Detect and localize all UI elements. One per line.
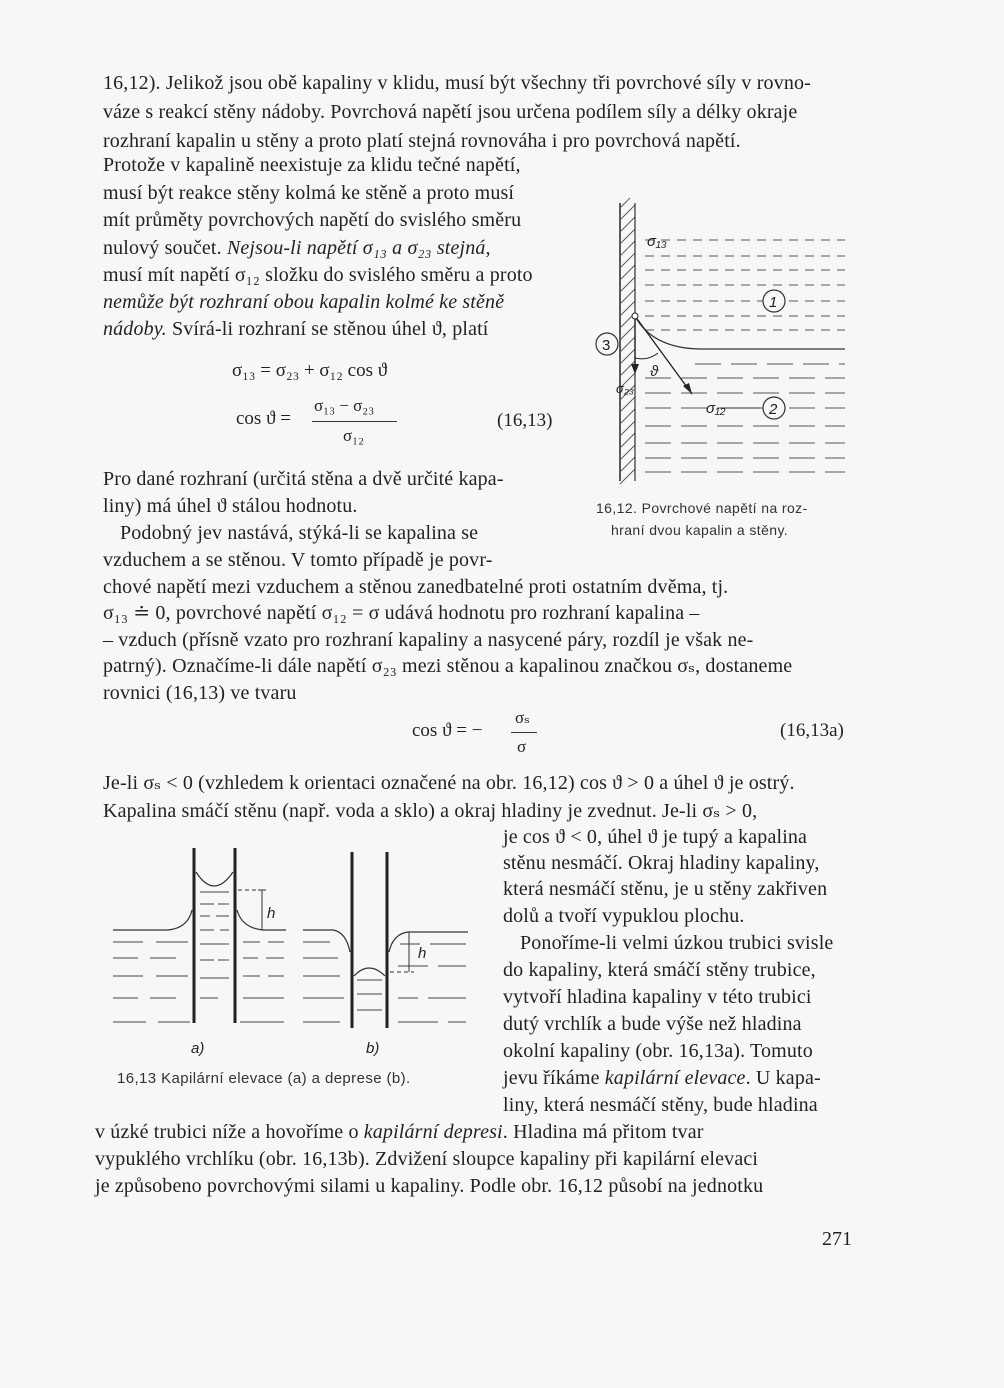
equation-tag: (16,13) [497,410,553,431]
text-run: v úzké trubici níže a hovoříme o [95,1121,364,1143]
height-label-b: h [418,945,427,962]
equation-tag: (16,13a) [780,720,844,741]
text-line: chové napětí mezi vzduchem a stěnou zanedbatelné proti ostatním dvěma, tj. [103,576,729,598]
text-line: rozhraní kapalin u stěny a proto platí stejná rovnováha i pro povrchová napětí. [103,130,741,152]
text-line: patrný). Označíme-li dále napětí σ₂₃ mezi stěnou a kapalinou značkou σₛ, dostaneme [103,655,793,677]
text-line: vzduchem a se stěnou. V tomto případě je povr- [103,549,493,571]
height-label-a: h [267,905,276,922]
text-line [503,1065,821,1091]
figure-caption: 16,12. Povrchové napětí na roz- [596,500,808,516]
text-line: mít průměty povrchových napětí do svislého směru [103,209,522,231]
equation-2-denominator: σ₁₂ [343,426,365,445]
region-2-label: 2 [769,401,778,418]
subfigure-b-label: b) [366,1040,380,1057]
italic-run: kapilární elevace [604,1067,746,1089]
text-line: stěnu nesmáčí. Okraj hladiny kapaliny, [503,852,820,874]
sigma-23-label: σ₂₃ [616,381,634,396]
text-run: . U kapa- [745,1067,821,1089]
text-line: Podobný jev nastává, stýká-li se kapalina se [120,522,479,544]
fraction-line [312,421,397,422]
text-line: která nesmáčí stěnu, je u stěny zakřiven [503,878,828,900]
equation-3-lhs: cos ϑ = − [412,720,483,741]
text-line: Je-li σₛ < 0 (vzhledem k orientaci označené na obr. 16,12) cos ϑ > 0 a úhel ϑ je ostrý. [103,772,795,794]
text-run: nulový součet. [103,237,227,259]
figure-16-12 [590,198,860,488]
sigma-12-label: σ₁₂ [706,400,726,417]
equation-3-denominator: σ [517,737,527,756]
text-line: rovnici (16,13) ve tvaru [103,682,297,704]
figure-caption: 16,13 Kapilární elevace (a) a deprese (b). [117,1070,411,1087]
page-number: 271 [822,1228,852,1250]
region-3-label: 3 [602,337,611,354]
fraction-line [511,732,537,733]
text-line: vytvoří hladina kapaliny v této trubici [503,986,812,1008]
text-line: Protože v kapalině neexistuje za klidu tečné napětí, [103,154,521,176]
text-line: Kapalina smáčí stěnu (např. voda a sklo) a okraj hladiny je zvednut. Je-li σₛ > 0, [103,800,758,822]
italic-run: kapilární depresi [363,1121,503,1143]
text-line [103,235,491,261]
text-line: okolní kapaliny (obr. 16,13a). Tomuto [503,1040,813,1062]
text-line: do kapaliny, která smáčí stěny trubice, [503,959,816,981]
equation-2-lhs: cos ϑ = [236,408,291,429]
text-line [95,1119,704,1145]
text-run: jevu říkáme [503,1067,605,1089]
text-line: σ₁₃ ≐ 0, povrchové napětí σ₁₂ = σ udává hodnotu pro rozhraní kapalina – [103,602,700,624]
text-line: je způsobeno povrchovými silami u kapaliny. Podle obr. 16,12 působí na jednotku [95,1175,764,1197]
text-line: vypuklého vrchlíku (obr. 16,13b). Zdvižení sloupce kapaliny při kapilární elevaci [95,1148,759,1170]
subfigure-a-label: a) [191,1040,205,1057]
region-1-label: 1 [769,294,778,311]
text-line: Ponoříme-li velmi úzkou trubici svisle [520,932,834,954]
text-line: liny, která nesmáčí stěny, bude hladina [503,1094,818,1116]
figure-16-13 [108,848,480,1058]
text-line: musí mít napětí σ₁₂ složku do svislého směru a proto [103,264,533,286]
text-line: je cos ϑ < 0, úhel ϑ je tupý a kapalina [503,826,808,848]
equation-1: σ₁₃ = σ₂₃ + σ₁₂ cos ϑ [232,360,388,381]
text-line: musí být reakce stěny kolmá ke stěně a proto musí [103,182,515,204]
equation-3-numerator: σₛ [515,708,530,727]
sigma-13-label: σ₁₃ [647,233,667,250]
italic-run: nádoby. [103,318,167,340]
italic-run: Nejsou-li napětí σ₁₃ a σ₂₃ stejná, [226,237,491,259]
text-run: Svírá-li rozhraní se stěnou úhel ϑ, platí [166,318,489,340]
text-line: váze s reakcí stěny nádoby. Povrchová napětí jsou určena podílem síly a délky okraje [103,101,798,123]
theta-label: ϑ [650,363,659,380]
text-line: Pro dané rozhraní (určitá stěna a dvě určité kapa- [103,468,504,490]
text-line: nemůže být rozhraní obou kapalin kolmé ke stěně [103,291,505,313]
text-line: – vzduch (přísně vzato pro rozhraní kapaliny a nasycené páry, rozdíl je však ne- [103,629,754,651]
text-line [103,316,489,342]
figure-caption: hraní dvou kapalin a stěny. [611,522,789,538]
text-line: 16,12). Jelikož jsou obě kapaliny v klidu, musí být všechny tři povrchové síly v rovno- [103,72,811,94]
text-line: liny) má úhel ϑ stálou hodnotu. [103,495,358,517]
text-run: . Hladina má přitom tvar [502,1121,704,1143]
text-line: dutý vrchlík a bude výše než hladina [503,1013,802,1035]
equation-2-numerator: σ₁₃ − σ₂₃ [314,396,375,415]
text-line: dolů a tvoří vypuklou plochu. [503,905,745,927]
